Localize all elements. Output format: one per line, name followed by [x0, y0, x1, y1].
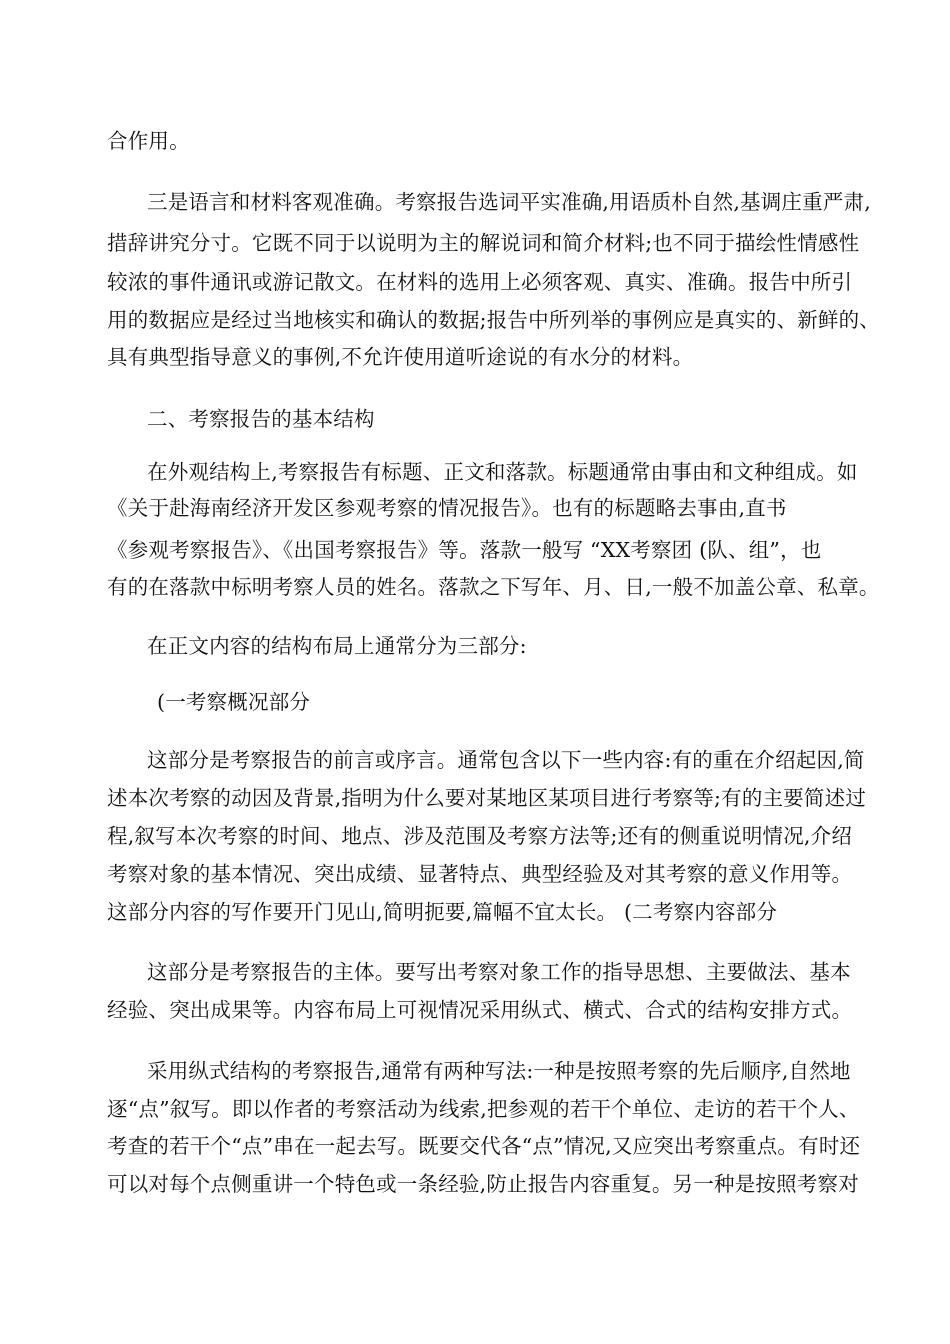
- text-line-24: 可以对每个点侧重讲一个特色或一条经验,防止报告内容重复。另一种是按照考察对: [107, 1172, 859, 1196]
- text-line-4: 较浓的事件通讯或游记散文。在材料的选用上必须客观、真实、准确。报告中所引: [107, 270, 853, 294]
- text-line-22: 逐“点”叙写。即以作者的考察活动为线索,把参观的若干个单位、走访的若干个人、: [107, 1097, 860, 1121]
- text-line-2: 三是语言和材料客观准确。考察报告选词平实准确,用语质朴自然,基调庄重严肃,: [147, 190, 871, 214]
- text-line-14: 这部分是考察报告的前言或序言。通常包含以下一些内容:有的重在介绍起因,简: [147, 748, 865, 772]
- text-line-18: 这部分内容的写作要开门见山,简明扼要,篇幅不宜太长。 (二考察内容部分: [107, 900, 778, 924]
- text-line-11: 有的在落款中标明考察人员的姓名。落款之下写年、月、日,一般不加盖公章、私章。: [107, 575, 880, 599]
- text-line-3: 措辞讲究分寸。它既不同于以说明为主的解说词和简介材料;也不同于描绘性情感性: [107, 231, 860, 255]
- subsection-heading-1: (一考察概况部分: [157, 690, 311, 714]
- text-line-15: 述本次考察的动因及背景,指明为什么要对某地区某项目进行考察等;有的主要简述过: [107, 786, 867, 810]
- text-line-6: 具有典型指导意义的事例,不允许使用道听途说的有水分的材料。: [107, 345, 694, 369]
- text-line-16: 程,叙写本次考察的时间、地点、涉及范围及考察方法等;还有的侧重说明情况,介绍: [107, 824, 853, 848]
- text-line-21: 采用纵式结构的考察报告,通常有两种写法:一种是按照考察的先后顺序,自然地: [147, 1059, 851, 1083]
- section-heading: 二、考察报告的基本结构: [147, 407, 375, 431]
- text-line-8: 在外观结构上,考察报告有标题、正文和落款。标题通常由事由和文种组成。如: [147, 460, 858, 484]
- text-line-19: 这部分是考察报告的主体。要写出考察对象工作的指导思想、主要做法、基本: [147, 960, 851, 984]
- text-line-17: 考察对象的基本情况、突出成绩、显著特点、典型经验及对其考察的意义作用等。: [107, 862, 853, 886]
- text-line-12: 在正文内容的结构布局上通常分为三部分:: [147, 634, 527, 658]
- text-line-20: 经验、突出成果等。内容布局上可视情况采用纵式、横式、合式的结构安排方式。: [107, 998, 853, 1022]
- text-line-5: 用的数据应是经过当地核实和确认的数据;报告中所列举的事例应是真实的、新鲜的、: [107, 308, 881, 332]
- text-line-9: 《关于赴海南经济开发区参观考察的情况报告》。也有的标题略去事由,直书: [107, 496, 787, 520]
- text-line-10: 《参观考察报告》、《出国考察报告》等。落款一般写 “XX考察团 (队、组”，也: [107, 538, 822, 562]
- text-line-1: 合作用。: [107, 129, 190, 153]
- text-line-23: 考查的若干个“点”串在一起去写。既要交代各“点”情况,又应突出考察重点。有时还: [107, 1134, 861, 1158]
